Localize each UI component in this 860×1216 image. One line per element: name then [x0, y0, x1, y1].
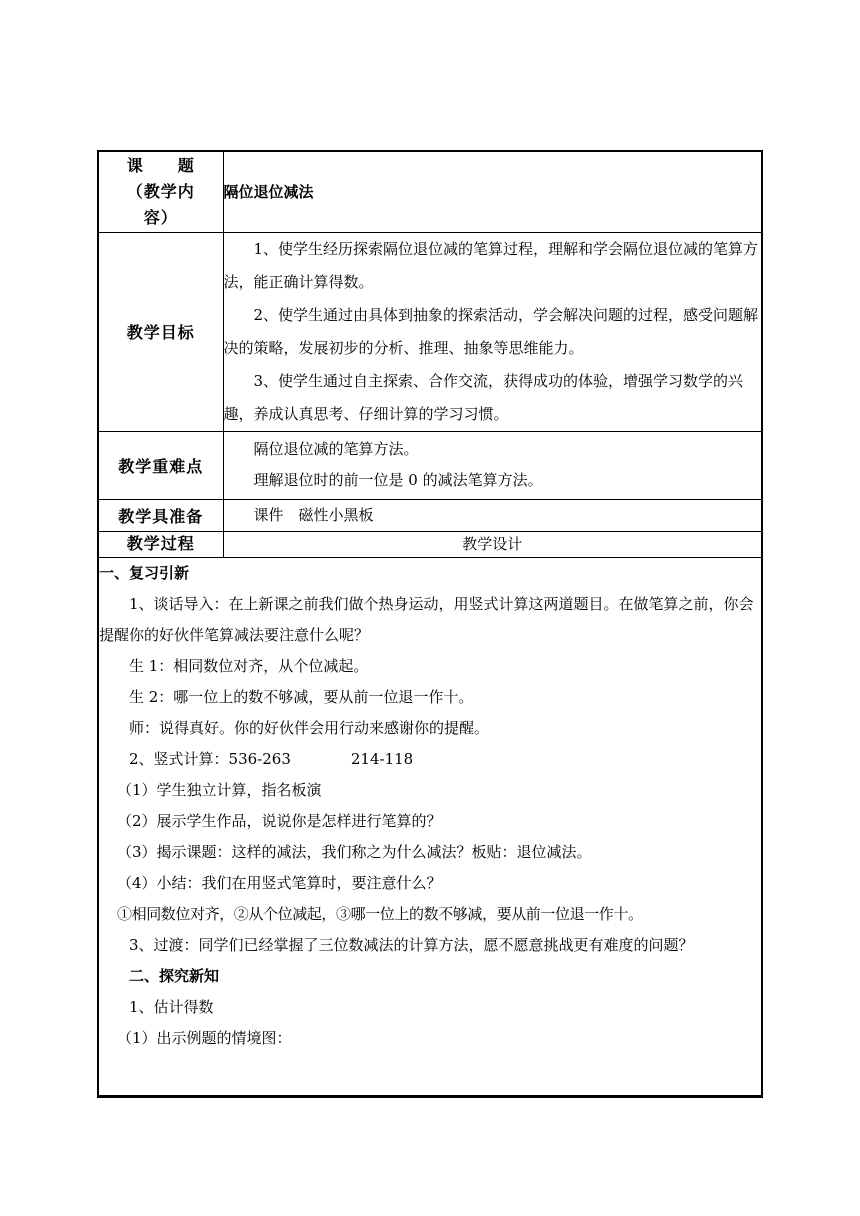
goal-item: 3、使学生通过自主探索、合作交流，获得成功的体验，增强学习数学的兴趣，养成认真思考、仔细计算的学习习惯。: [223, 371, 744, 423]
paragraph: （3）揭示课题：这样的减法，我们称之为什么减法？板贴：退位减法。: [117, 842, 592, 861]
paragraph: 生 2：哪一位上的数不够减，要从前一位退一作十。: [129, 687, 474, 706]
topic-label: 课 题 （教学内 容）: [99, 152, 223, 232]
key-points-value: [223, 431, 761, 499]
paragraph: ①相同数位对齐，②从个位减起，③哪一位上的数不够减，要从前一位退一作十。: [117, 904, 643, 923]
paragraph: 师：说得真好。你的好伙伴会用行动来感谢你的提醒。: [129, 718, 490, 737]
paragraph: [99, 744, 761, 775]
goal-item: 1、使学生经历探索隔位退位减的笔算过程，理解和学会隔位退位减的笔算方法，能正确计算得数。: [223, 239, 759, 291]
lesson-plan-table: [99, 152, 761, 1096]
tools-label: 教学具准备: [99, 499, 223, 531]
paragraph: （1）出示例题的情境图：: [117, 1028, 292, 1047]
lesson-plan-document: [97, 150, 763, 1098]
topic-row: [99, 152, 761, 232]
paragraph: 1、估计得数: [129, 997, 214, 1016]
goal-item: 2、使学生通过由具体到抽象的探索活动，学会解决问题的过程，感受问题解决的策略，发展初步的分析、推理、抽象等思维能力。: [223, 305, 759, 357]
process-label: 教学过程: [99, 531, 223, 557]
paragraph: 1、谈话导入：在上新课之前我们做个热身运动，用竖式计算这两道题目。在做笔算之前，你会提醒你的好伙伴笔算减法要注意什么呢？: [99, 594, 754, 644]
key-points-label: 教学重难点: [99, 431, 223, 499]
expression-1: 2、竖式计算：536-263: [129, 749, 291, 768]
paragraph: （2）展示学生作品，说说你是怎样进行笔算的？: [117, 811, 442, 830]
process-body-row: [99, 557, 761, 1095]
paragraph: （4）小结：我们在用竖式笔算时，要注意什么？: [117, 873, 442, 892]
key-points-row: [99, 431, 761, 499]
section-heading: 二、探究新知: [129, 966, 220, 985]
process-design-label: 教学设计: [223, 531, 761, 557]
paragraph: 3、过渡：同学们已经掌握了三位数减法的计算方法，愿不愿意挑战更有难度的问题？: [129, 935, 694, 954]
topic-value: 隔位退位减法: [223, 152, 761, 232]
goals-value: [223, 232, 761, 431]
process-content: [99, 557, 761, 1095]
tools-value: 课件 磁性小黑板: [223, 499, 761, 531]
paragraph: （1）学生独立计算，指名板演: [117, 780, 322, 799]
tools-row: [99, 499, 761, 531]
process-header-row: [99, 531, 761, 557]
key-point-item: 隔位退位减的笔算方法。: [253, 440, 419, 458]
section-heading: 一、复习引新: [99, 563, 190, 582]
expression-2: 214-118: [350, 749, 414, 768]
key-point-item: 理解退位时的前一位是 0 的减法笔算方法。: [253, 471, 543, 489]
goals-label: 教学目标: [99, 232, 223, 431]
paragraph: 生 1：相同数位对齐，从个位减起。: [129, 656, 369, 675]
goals-row: [99, 232, 761, 431]
